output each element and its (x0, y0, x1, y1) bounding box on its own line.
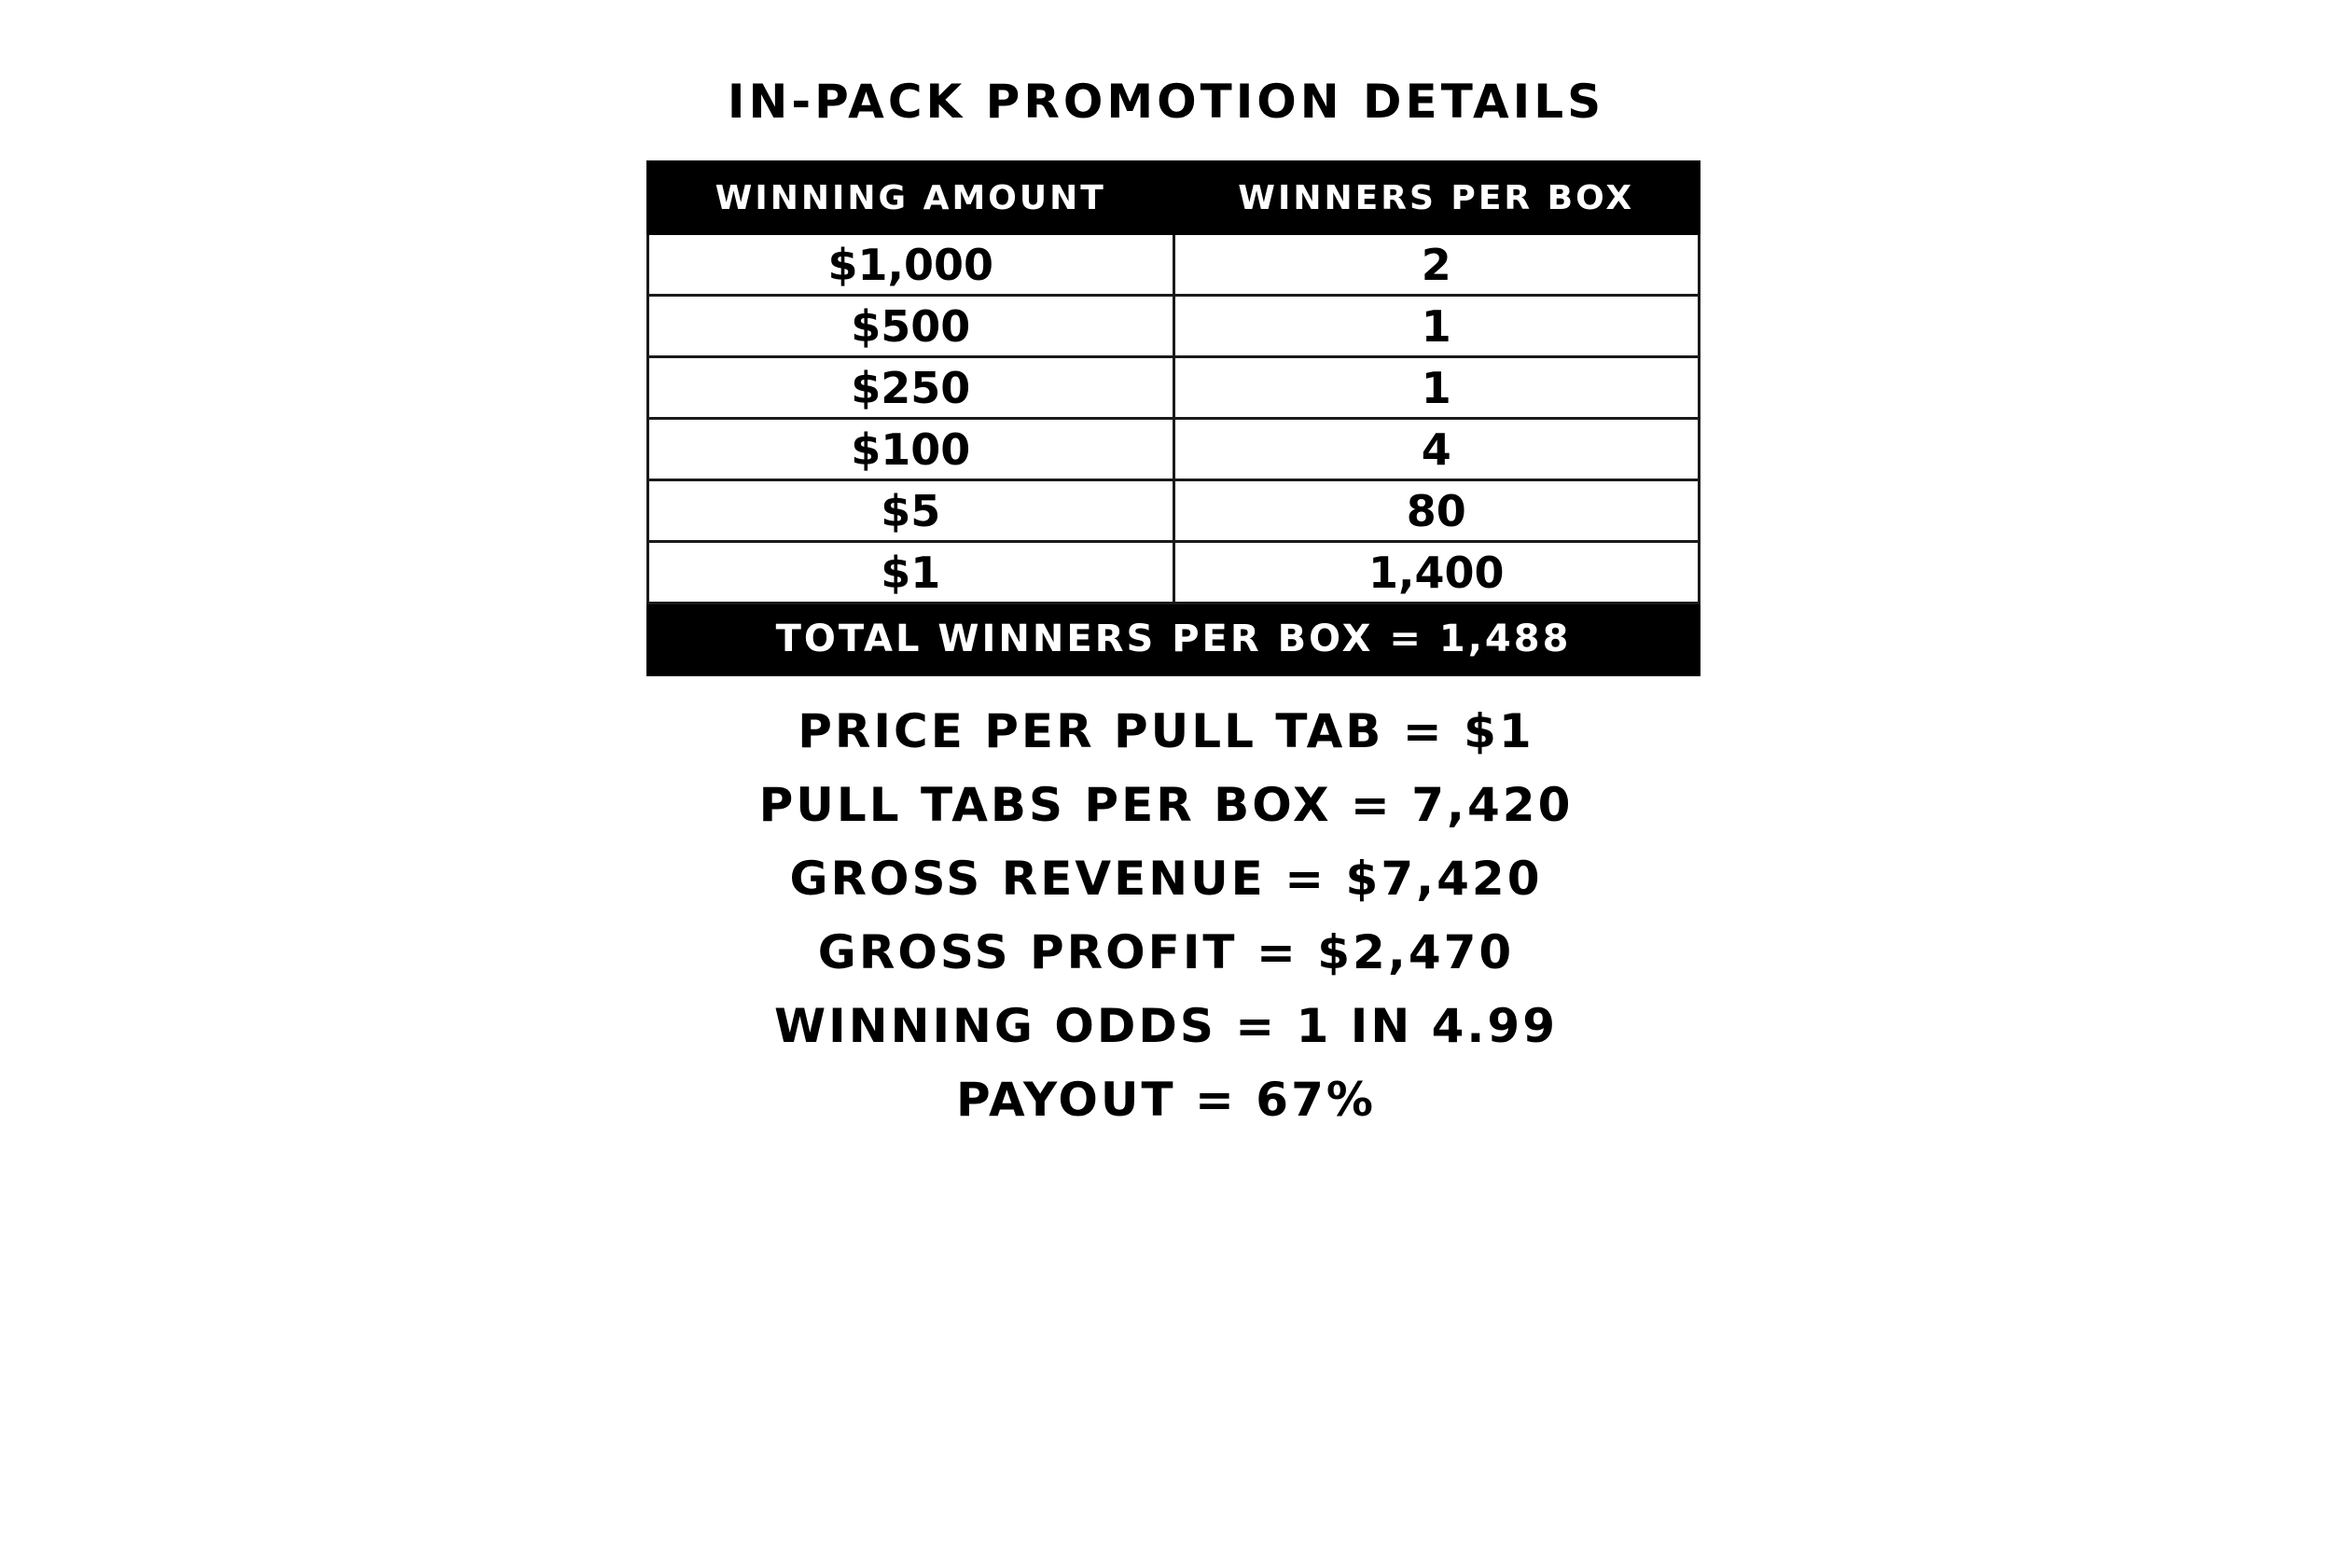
table-header-row (648, 162, 1700, 234)
winning-odds: WINNING ODDS = 1 IN 4.99 (774, 999, 1558, 1053)
winning-amount-cell: $5 (648, 480, 1174, 542)
winning-amount-cell: $500 (648, 296, 1174, 357)
table-row (648, 234, 1700, 296)
prize-table (646, 160, 1700, 676)
total-winners: TOTAL WINNERS PER BOX = 1,488 (648, 604, 1700, 675)
winning-amount-cell: $1,000 (648, 234, 1174, 296)
table-row (648, 419, 1700, 480)
column-header-winners-per-box: WINNERS PER BOX (1173, 162, 1700, 234)
winners-per-box-cell: 80 (1173, 480, 1700, 542)
gross-profit: GROSS PROFIT = $2,470 (817, 925, 1515, 979)
winning-amount-cell: $1 (648, 542, 1174, 604)
gross-revenue: GROSS REVENUE = $7,420 (789, 852, 1543, 906)
winning-amount-cell: $250 (648, 357, 1174, 419)
winners-per-box-cell: 1 (1173, 296, 1700, 357)
table-row (648, 542, 1700, 604)
table-row (648, 296, 1700, 357)
promotion-stats (0, 695, 2332, 1137)
winners-per-box-cell: 1,400 (1173, 542, 1700, 604)
table-total-row (648, 604, 1700, 675)
winners-per-box-cell: 1 (1173, 357, 1700, 419)
page-title: IN-PACK PROMOTION DETAILS (727, 75, 1605, 129)
winners-per-box-cell: 4 (1173, 419, 1700, 480)
table-row (648, 480, 1700, 542)
winners-per-box-cell: 2 (1173, 234, 1700, 296)
price-per-pull-tab: PRICE PER PULL TAB = $1 (798, 704, 1534, 758)
table-row (648, 357, 1700, 419)
column-header-winning-amount: WINNING AMOUNT (648, 162, 1174, 234)
winning-amount-cell: $100 (648, 419, 1174, 480)
payout: PAYOUT = 67% (956, 1073, 1376, 1127)
pull-tabs-per-box: PULL TABS PER BOX = 7,420 (758, 778, 1574, 832)
